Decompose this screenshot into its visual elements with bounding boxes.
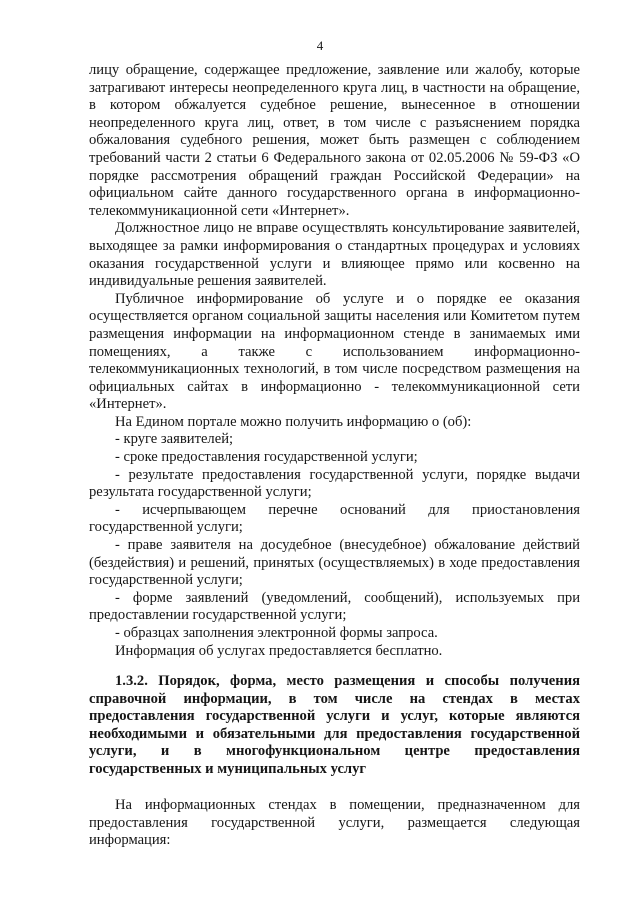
list-item: - праве заявителя на досудебное (внесудебное) обжалование действий (бездействия) и решений, принятых (осуществляемых) в ходе предоставления государственной услуги; <box>89 537 580 589</box>
paragraph-portal-intro: На Едином портале можно получить информацию о (об): <box>115 413 472 430</box>
list-item: - результате предоставления государственной услуги, порядке выдачи результата государственной услуги; <box>89 466 580 501</box>
list-item: - исчерпывающем перечне оснований для приостановления государственной услуги; <box>89 501 580 536</box>
body-text <box>89 62 580 660</box>
paragraph-free-note: Информация об услугах предоставляется бесплатно. <box>115 642 443 659</box>
list-item: - форме заявлений (уведомлений, сообщений), используемых при предоставлении государственной услуги; <box>89 589 580 624</box>
paragraph-continuation: лицу обращение, содержащее предложение, заявление или жалобу, которые затрагивают интересы неопределенного круга лиц, в частности на обращение, в котором обжалуется судебное решение, вынесенное в отношении неопределенного круга лиц, ответ, в том числе с разъяснением порядка обжалования судебного решения, может быть размещен с соблюдением требований части 2 статьи 6 Федерального закона от 02.05.2006 № 59-ФЗ «О порядке рассмотрения обращений граждан Российской Федерации» на официальном сайте данного государственного органа в информационно-телекоммуникационной сети «Интернет». <box>89 62 580 219</box>
paragraph-stands-info: На информационных стендах в помещении, предназначенном для предоставления государственной услуги, размещается следующая информация: <box>89 797 580 849</box>
list-item: - круге заявителей; <box>115 431 234 448</box>
page-number: 4 <box>316 38 324 53</box>
list-item: - образцах заполнения электронной формы запроса. <box>115 625 438 641</box>
list-item: - сроке предоставления государственной услуги; <box>115 449 418 466</box>
portal-info-list <box>89 431 580 642</box>
section-heading: 1.3.2. Порядок, форма, место размещения и способы получения справочной информации, в том числе на стендах в местах предоставления государственной услуги и услуг, которые являются необходимыми и обязательными для предоставления государственной услуги, и в многофункциональном центре предоставления государственных и муниципальных услуг <box>89 673 580 777</box>
paragraph-official-consulting: Должностное лицо не вправе осуществлять консультирование заявителей, выходящее за рамки информирования о стандартных процедурах и условиях оказания государственной услуги и влияющее прямо или косвенно на индивидуальные решения заявителей. <box>89 220 580 290</box>
paragraph-public-informing: Публичное информирование об услуге и о порядке ее оказания осуществляется органом социальной защиты населения или Комитетом путем размещения информации на информационном стенде в занимаемых ими помещениях, а также с использованием информационно-телекоммуникационных технологий, в том числе посредством размещения на официальных сайтах в информационно - телекоммуникационной сети «Интернет». <box>89 290 580 413</box>
